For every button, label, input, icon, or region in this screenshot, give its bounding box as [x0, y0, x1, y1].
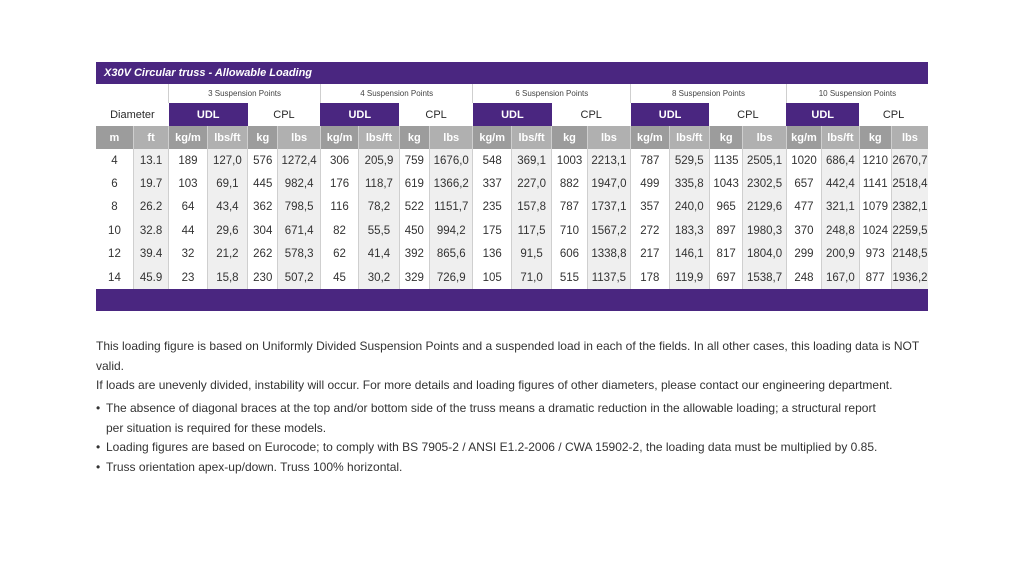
load-value-cell: 2129,6: [743, 196, 786, 219]
load-value-cell: 1338,8: [587, 243, 630, 266]
load-value-cell: 726,9: [430, 266, 473, 289]
load-value-cell: 44: [169, 219, 207, 242]
diameter-cell: 32.8: [133, 219, 168, 242]
diameter-cell: 14: [108, 271, 121, 284]
note-line: This loading figure is based on Uniformly Divided Suspension Points and a suspended load in each of the fields. In all other cases, this loading data is NOT valid.: [96, 339, 919, 373]
suspension-group-header: 4 Suspension Points: [320, 84, 473, 103]
load-value-cell: 392: [399, 243, 429, 266]
load-value-cell: 183,3: [669, 219, 709, 242]
load-value-cell: 522: [399, 196, 429, 219]
bullet-item: [96, 399, 936, 438]
load-value-cell: 817: [709, 243, 742, 266]
load-value-cell: 321,1: [822, 196, 859, 219]
load-value-cell: 235: [473, 196, 511, 219]
load-value-cell: 103: [169, 172, 207, 195]
load-value-cell: 2148,5: [891, 243, 928, 266]
unit-header: kg/m: [320, 126, 358, 149]
load-value-cell: 1947,0: [587, 172, 630, 195]
load-value-cell: 2302,5: [743, 172, 786, 195]
load-value-cell: 1804,0: [743, 243, 786, 266]
load-value-cell: 2382,1: [891, 196, 928, 219]
load-value-cell: 877: [859, 266, 891, 289]
diameter-cell: 19.7: [133, 172, 168, 195]
load-value-cell: 515: [552, 266, 587, 289]
unit-header: lbs: [891, 126, 928, 149]
load-value-cell: 45: [320, 266, 358, 289]
bullet-text-continued: per situation is required for these models.: [106, 420, 327, 435]
diameter-cell: 4: [111, 154, 118, 167]
unit-header: kg: [248, 126, 278, 149]
diameter-cell: 13.1: [133, 149, 168, 172]
load-value-cell: 1676,0: [430, 149, 473, 172]
load-value-cell: 965: [709, 196, 742, 219]
load-value-cell: 41,4: [359, 243, 399, 266]
load-value-cell: 1024: [859, 219, 891, 242]
cpl-header: CPL: [882, 108, 905, 121]
load-value-cell: 136: [473, 243, 511, 266]
load-value-cell: 337: [473, 172, 511, 195]
load-value-cell: 2518,4: [891, 172, 928, 195]
load-value-cell: 240,0: [669, 196, 709, 219]
load-value-cell: 1366,2: [430, 172, 473, 195]
udl-header: UDL: [320, 103, 399, 126]
load-value-cell: 64: [169, 196, 207, 219]
unit-header: lbs/ft: [207, 126, 247, 149]
load-value-cell: 2213,1: [587, 149, 630, 172]
load-value-cell: 157,8: [511, 196, 551, 219]
load-value-cell: 1003: [552, 149, 587, 172]
udl-header: UDL: [786, 103, 859, 126]
bullet-text: The absence of diagonal braces at the top and/or bottom side of the truss means a dramatic reduction in the allowable loading; a structural report: [106, 401, 876, 415]
diameter-cell: 10: [108, 224, 121, 237]
load-value-cell: 445: [248, 172, 278, 195]
cpl-header: CPL: [425, 108, 447, 121]
load-value-cell: 119,9: [669, 266, 709, 289]
unit-header: lbs: [587, 126, 630, 149]
load-value-cell: 227,0: [511, 172, 551, 195]
load-value-cell: 205,9: [359, 149, 399, 172]
unit-header: kg: [399, 126, 429, 149]
load-value-cell: 2670,7: [891, 149, 928, 172]
load-value-cell: 118,7: [359, 172, 399, 195]
bullet-item: [96, 438, 936, 458]
load-value-cell: 362: [248, 196, 278, 219]
load-value-cell: 1936,2: [891, 266, 928, 289]
table-row: [96, 149, 928, 172]
load-value-cell: 146,1: [669, 243, 709, 266]
load-value-cell: 32: [169, 243, 207, 266]
load-value-cell: 606: [552, 243, 587, 266]
bullet-icon: •: [96, 440, 101, 454]
load-value-cell: 105: [473, 266, 511, 289]
unit-header: kg: [709, 126, 742, 149]
unit-header: lbs/ft: [822, 126, 859, 149]
load-value-cell: 1020: [786, 149, 821, 172]
load-value-cell: 21,2: [207, 243, 247, 266]
load-value-cell: 1151,7: [430, 196, 473, 219]
load-value-cell: 178: [631, 266, 669, 289]
load-value-cell: 370: [786, 219, 821, 242]
load-value-cell: 619: [399, 172, 429, 195]
blank-cell: [96, 84, 169, 103]
unit-header: lbs: [743, 126, 786, 149]
load-value-cell: 2259,5: [891, 219, 928, 242]
load-value-cell: 117,5: [511, 219, 551, 242]
load-value-cell: 787: [552, 196, 587, 219]
load-value-cell: 69,1: [207, 172, 247, 195]
load-value-cell: 576: [248, 149, 278, 172]
table-row: [96, 196, 928, 219]
note-line: If loads are unevenly divided, instability will occur. For more details and loading figures of other diameters, please contact our engineering department.: [96, 378, 893, 392]
load-value-cell: 1210: [859, 149, 891, 172]
load-value-cell: 1538,7: [743, 266, 786, 289]
unit-header: kg/m: [786, 126, 821, 149]
load-value-cell: 1737,1: [587, 196, 630, 219]
load-value-cell: 43,4: [207, 196, 247, 219]
load-value-cell: 982,4: [278, 172, 320, 195]
load-value-cell: 787: [631, 149, 669, 172]
load-value-cell: 442,4: [822, 172, 859, 195]
load-value-cell: 1135: [709, 149, 742, 172]
load-value-cell: 335,8: [669, 172, 709, 195]
load-value-cell: 200,9: [822, 243, 859, 266]
load-value-cell: 2505,1: [743, 149, 786, 172]
unit-header: lbs: [430, 126, 473, 149]
load-value-cell: 357: [631, 196, 669, 219]
load-value-cell: 1272,4: [278, 149, 320, 172]
loading-notes: [96, 337, 936, 396]
unit-header: kg: [859, 126, 891, 149]
load-value-cell: 499: [631, 172, 669, 195]
unit-header: kg/m: [169, 126, 207, 149]
cpl-header: CPL: [273, 108, 295, 121]
cpl-header: CPL: [737, 108, 759, 121]
suspension-group-header: 8 Suspension Points: [631, 84, 787, 103]
load-value-cell: 686,4: [822, 149, 859, 172]
loading-table: [96, 84, 928, 289]
table-row: [96, 243, 928, 266]
load-value-cell: 798,5: [278, 196, 320, 219]
suspension-points-header-row: [96, 84, 928, 103]
load-value-cell: 91,5: [511, 243, 551, 266]
unit-header: lbs: [278, 126, 320, 149]
load-value-cell: 29,6: [207, 219, 247, 242]
load-value-cell: 176: [320, 172, 358, 195]
load-value-cell: 450: [399, 219, 429, 242]
load-value-cell: 1079: [859, 196, 891, 219]
table-title: X30V Circular truss - Allowable Loading: [96, 62, 928, 84]
load-value-cell: 55,5: [359, 219, 399, 242]
load-value-cell: 30,2: [359, 266, 399, 289]
load-value-cell: 1980,3: [743, 219, 786, 242]
unit-header: lbs/ft: [359, 126, 399, 149]
load-value-cell: 217: [631, 243, 669, 266]
table-row: [96, 219, 928, 242]
load-value-cell: 507,2: [278, 266, 320, 289]
bullet-list: [96, 399, 936, 477]
unit-header: lbs/ft: [511, 126, 551, 149]
load-value-cell: 116: [320, 196, 358, 219]
load-value-cell: 175: [473, 219, 511, 242]
bullet-text: Truss orientation apex-up/down. Truss 100% horizontal.: [106, 459, 403, 474]
unit-header: m: [96, 126, 133, 149]
load-value-cell: 759: [399, 149, 429, 172]
table-row: [96, 172, 928, 195]
load-value-cell: 994,2: [430, 219, 473, 242]
load-value-cell: 78,2: [359, 196, 399, 219]
unit-header: kg/m: [631, 126, 669, 149]
unit-header: kg/m: [473, 126, 511, 149]
diameter-cell: 39.4: [133, 243, 168, 266]
load-value-cell: 671,4: [278, 219, 320, 242]
unit-header: lbs/ft: [669, 126, 709, 149]
load-value-cell: 865,6: [430, 243, 473, 266]
udl-header: UDL: [631, 103, 710, 126]
load-value-cell: 71,0: [511, 266, 551, 289]
diameter-cell: 26.2: [133, 196, 168, 219]
load-value-cell: 248: [786, 266, 821, 289]
load-value-cell: 304: [248, 219, 278, 242]
load-value-cell: 1567,2: [587, 219, 630, 242]
suspension-group-header: 6 Suspension Points: [473, 84, 631, 103]
udl-header: UDL: [169, 103, 248, 126]
load-value-cell: 578,3: [278, 243, 320, 266]
bullet-item: [96, 458, 936, 478]
udl-header: UDL: [473, 103, 552, 126]
load-value-cell: 262: [248, 243, 278, 266]
load-value-cell: 127,0: [207, 149, 247, 172]
load-value-cell: 248,8: [822, 219, 859, 242]
load-value-cell: 897: [709, 219, 742, 242]
load-value-cell: 973: [859, 243, 891, 266]
diameter-cell: 6: [111, 178, 118, 191]
bullet-icon: •: [96, 459, 101, 474]
diameter-cell: 45.9: [133, 266, 168, 289]
table-row: [96, 266, 928, 289]
load-value-cell: 306: [320, 149, 358, 172]
unit-header: kg: [552, 126, 587, 149]
load-value-cell: 189: [169, 149, 207, 172]
load-value-cell: 329: [399, 266, 429, 289]
load-value-cell: 23: [169, 266, 207, 289]
load-value-cell: 1043: [709, 172, 742, 195]
load-value-cell: 548: [473, 149, 511, 172]
bullet-text: Loading figures are based on Eurocode; to comply with BS 7905-2 / ANSI E1.2-2006 / CWA 15902-2, the loading data must be multiplied by 0.85.: [106, 440, 878, 454]
load-value-cell: 82: [320, 219, 358, 242]
load-value-cell: 15,8: [207, 266, 247, 289]
load-value-cell: 299: [786, 243, 821, 266]
table-footer-bar: [96, 289, 928, 311]
suspension-group-header: 10 Suspension Points: [786, 84, 928, 103]
load-type-header-row: [96, 103, 928, 126]
load-value-cell: 1141: [859, 172, 891, 195]
load-value-cell: 369,1: [511, 149, 551, 172]
load-value-cell: 477: [786, 196, 821, 219]
units-header-row: [96, 126, 928, 149]
cpl-header: CPL: [580, 108, 602, 121]
load-value-cell: 657: [786, 172, 821, 195]
diameter-cell: 12: [108, 248, 121, 261]
suspension-group-header: 3 Suspension Points: [169, 84, 321, 103]
load-value-cell: 272: [631, 219, 669, 242]
load-value-cell: 167,0: [822, 266, 859, 289]
bullet-icon: •: [96, 401, 101, 415]
load-value-cell: 1137,5: [587, 266, 630, 289]
load-value-cell: 710: [552, 219, 587, 242]
load-value-cell: 62: [320, 243, 358, 266]
unit-header: ft: [133, 126, 168, 149]
load-value-cell: 230: [248, 266, 278, 289]
diameter-cell: 8: [111, 201, 118, 214]
diameter-header: Diameter: [110, 108, 155, 121]
load-value-cell: 529,5: [669, 149, 709, 172]
load-value-cell: 697: [709, 266, 742, 289]
load-value-cell: 882: [552, 172, 587, 195]
loading-table-panel: [96, 62, 928, 311]
